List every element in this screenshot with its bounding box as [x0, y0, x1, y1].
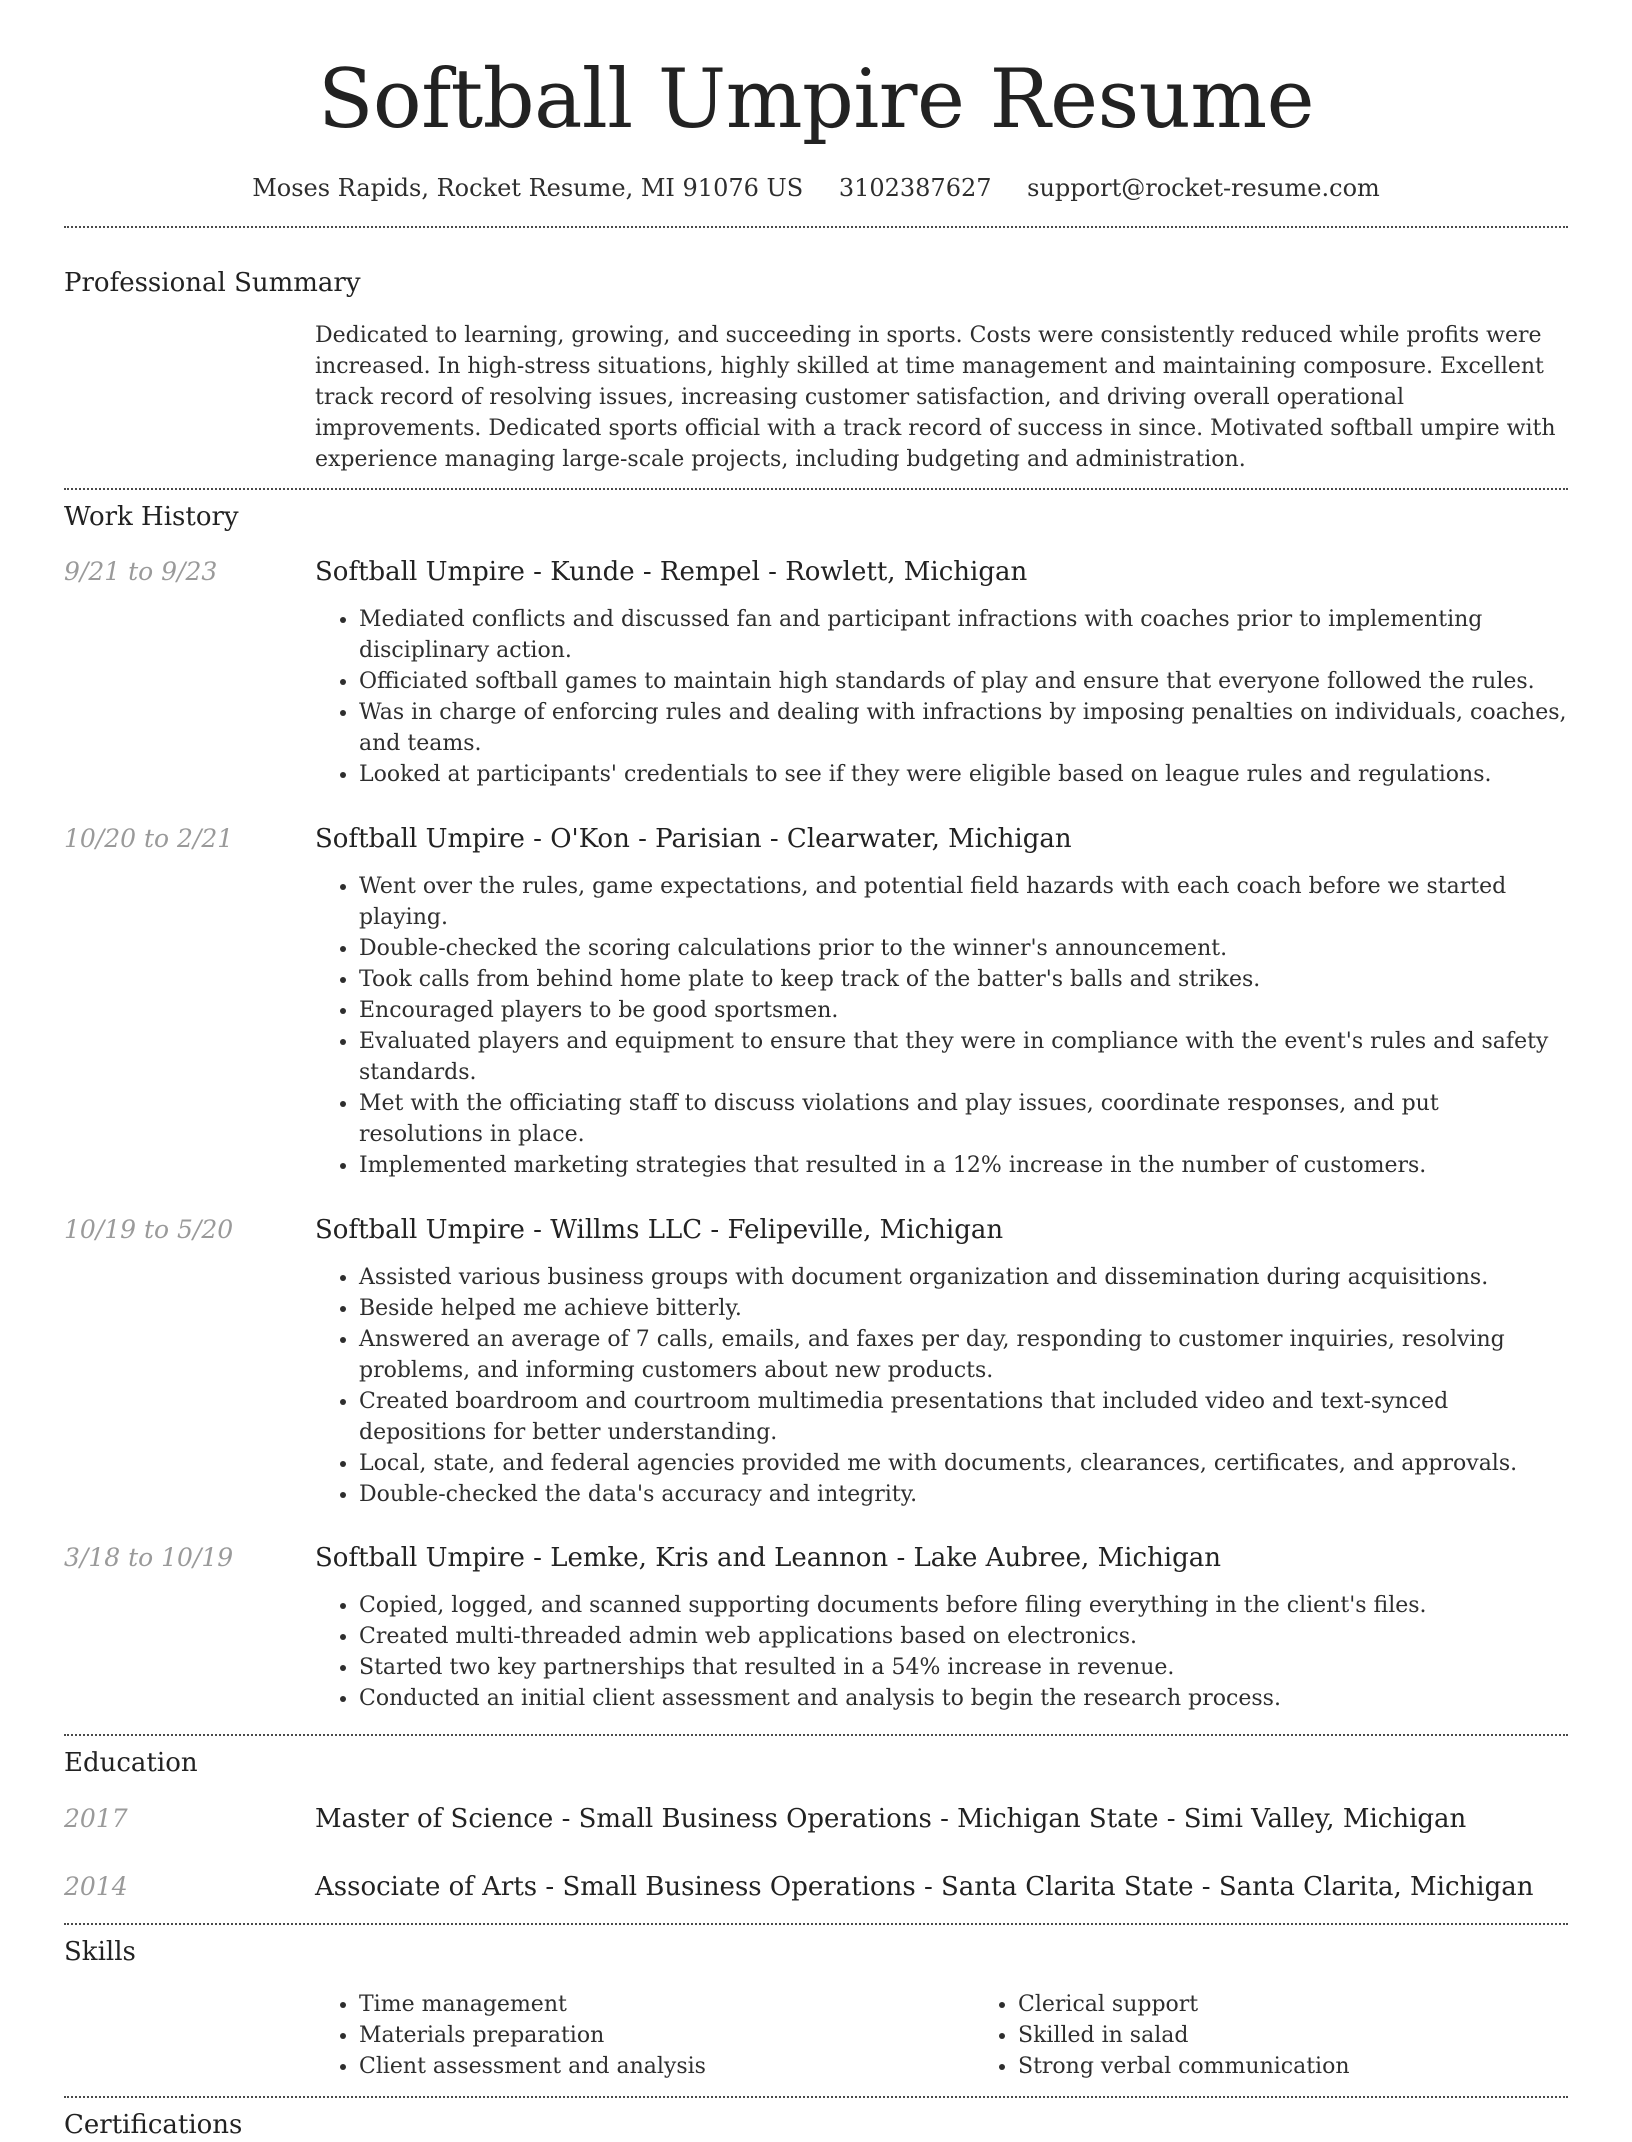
job-bullets: [315, 1590, 1568, 1714]
job-dates: 10/20 to 2/21: [64, 824, 234, 853]
section-title-education: Education: [64, 1748, 198, 1778]
skill-item: • Time management: [359, 1989, 974, 2020]
list-item: • Created multi-threaded admin web applications based on electronics.: [359, 1621, 1568, 1652]
section-title-certifications: Certifications: [64, 2110, 243, 2140]
list-item: • Looked at participants' credentials to see if they were eligible based on league rules and regulations.: [359, 759, 1568, 790]
list-item: • Local, state, and federal agencies provided me with documents, clearances, certificates, and approvals.: [359, 1448, 1568, 1479]
section-title-work: Work History: [64, 502, 239, 532]
divider: [64, 1734, 1568, 1736]
list-item: • Double-checked the scoring calculations prior to the winner's announcement.: [359, 933, 1568, 964]
contact-email[interactable]: support@rocket-resume.com: [1027, 174, 1380, 202]
list-item: • Copied, logged, and scanned supporting documents before filing everything in the client's files.: [359, 1590, 1568, 1621]
list-item: • Created boardroom and courtroom multimedia presentations that included video and text-synced depositions for better understanding.: [359, 1386, 1568, 1448]
list-item: • Mediated conflicts and discussed fan and participant infractions with coaches prior to implementing disciplinary action.: [359, 604, 1568, 666]
list-item: • Conducted an initial client assessment and analysis to begin the research process.: [359, 1683, 1568, 1714]
education-year: 2014: [64, 1872, 128, 1901]
education-entry: [64, 1870, 1568, 1904]
list-item: • Met with the officiating staff to discuss violations and play issues, coordinate responses, and put resolutions in place.: [359, 1088, 1568, 1150]
job-heading: Softball Umpire - Kunde - Rempel - Rowlett, Michigan: [315, 557, 1028, 587]
job-bullets: [315, 604, 1568, 790]
section-title-skills: Skills: [64, 1937, 136, 1967]
summary-text: Dedicated to learning, growing, and succeeding in sports. Costs were consistently reduced while profits were increased. In high-stress situations, highly skilled at time management and maintaining composure. Excellent track record of resolving issues, increasing customer satisfaction, and driving overall operational improvements. Dedicated sports official with a track record of success in since. Motivated softball umpire with experience managing large-scale projects, including budgeting and administration.: [315, 323, 1556, 472]
skill-item: • Materials preparation: [359, 2020, 974, 2051]
divider: [64, 1923, 1568, 1925]
list-item: • Officiated softball games to maintain high standards of play and ensure that everyone followed the rules.: [359, 666, 1568, 697]
job-heading: Softball Umpire - Willms LLC - Felipeville, Michigan: [315, 1215, 1004, 1245]
list-item: • Started two key partnerships that resulted in a 54% increase in revenue.: [359, 1652, 1568, 1683]
education-degree: Master of Science - Small Business Operations - Michigan State - Simi Valley, Michigan: [315, 1804, 1467, 1834]
job-bullets: [315, 871, 1568, 1181]
job-entry: [64, 555, 1568, 790]
education-entry: [64, 1802, 1568, 1836]
skills-list-right: [974, 1989, 1632, 2082]
skill-item: • Skilled in salad: [1018, 2020, 1632, 2051]
job-entry: [64, 1541, 1568, 1714]
list-item: • Implemented marketing strategies that resulted in a 12% increase in the number of customers.: [359, 1150, 1568, 1181]
skill-item: • Clerical support: [1018, 1989, 1632, 2020]
job-heading: Softball Umpire - O'Kon - Parisian - Clearwater, Michigan: [315, 824, 1072, 854]
divider: [64, 2096, 1568, 2098]
job-entry: [64, 1213, 1568, 1510]
contact-line: [64, 172, 1568, 204]
job-dates: 10/19 to 5/20: [64, 1215, 234, 1244]
education-year: 2017: [64, 1804, 128, 1833]
section-title-summary: Professional Summary: [64, 268, 361, 298]
list-item: • Encouraged players to be good sportsmen.: [359, 995, 1568, 1026]
list-item: • Beside helped me achieve bitterly.: [359, 1293, 1568, 1324]
list-item: • Went over the rules, game expectations, and potential field hazards with each coach before we started playing.: [359, 871, 1568, 933]
contact-phone: 3102387627: [838, 174, 992, 202]
summary-row: [64, 320, 1568, 475]
job-entry: [64, 822, 1568, 1181]
list-item: • Was in charge of enforcing rules and dealing with infractions by imposing penalties on individuals, coaches, and teams.: [359, 697, 1568, 759]
divider: [64, 488, 1568, 490]
resume-page: [64, 0, 1568, 2142]
list-item: • Assisted various business groups with document organization and dissemination during acquisitions.: [359, 1262, 1568, 1293]
resume-title: Softball Umpire Resume: [317, 53, 1315, 147]
job-heading: Softball Umpire - Lemke, Kris and Leannon - Lake Aubree, Michigan: [315, 1543, 1222, 1573]
skills-list-left: [315, 1989, 974, 2082]
skills-row: [64, 1989, 1568, 2082]
contact-address: Moses Rapids, Rocket Resume, MI 91076 US: [252, 174, 804, 202]
job-dates: 9/21 to 9/23: [64, 557, 218, 586]
list-item: • Answered an average of 7 calls, emails, and faxes per day, responding to customer inquiries, resolving problems, and informing customers about new products.: [359, 1324, 1568, 1386]
list-item: • Double-checked the data's accuracy and integrity.: [359, 1479, 1568, 1510]
education-degree: Associate of Arts - Small Business Operations - Santa Clarita State - Santa Clarita, Michigan: [315, 1872, 1534, 1902]
job-bullets: [315, 1262, 1568, 1510]
skill-item: • Client assessment and analysis: [359, 2051, 974, 2082]
job-dates: 3/18 to 10/19: [64, 1543, 234, 1572]
divider: [64, 226, 1568, 228]
list-item: • Evaluated players and equipment to ensure that they were in compliance with the event's rules and safety standards.: [359, 1026, 1568, 1088]
skills-grid: [315, 1989, 1632, 2082]
list-item: • Took calls from behind home plate to keep track of the batter's balls and strikes.: [359, 964, 1568, 995]
skill-item: • Strong verbal communication: [1018, 2051, 1632, 2082]
